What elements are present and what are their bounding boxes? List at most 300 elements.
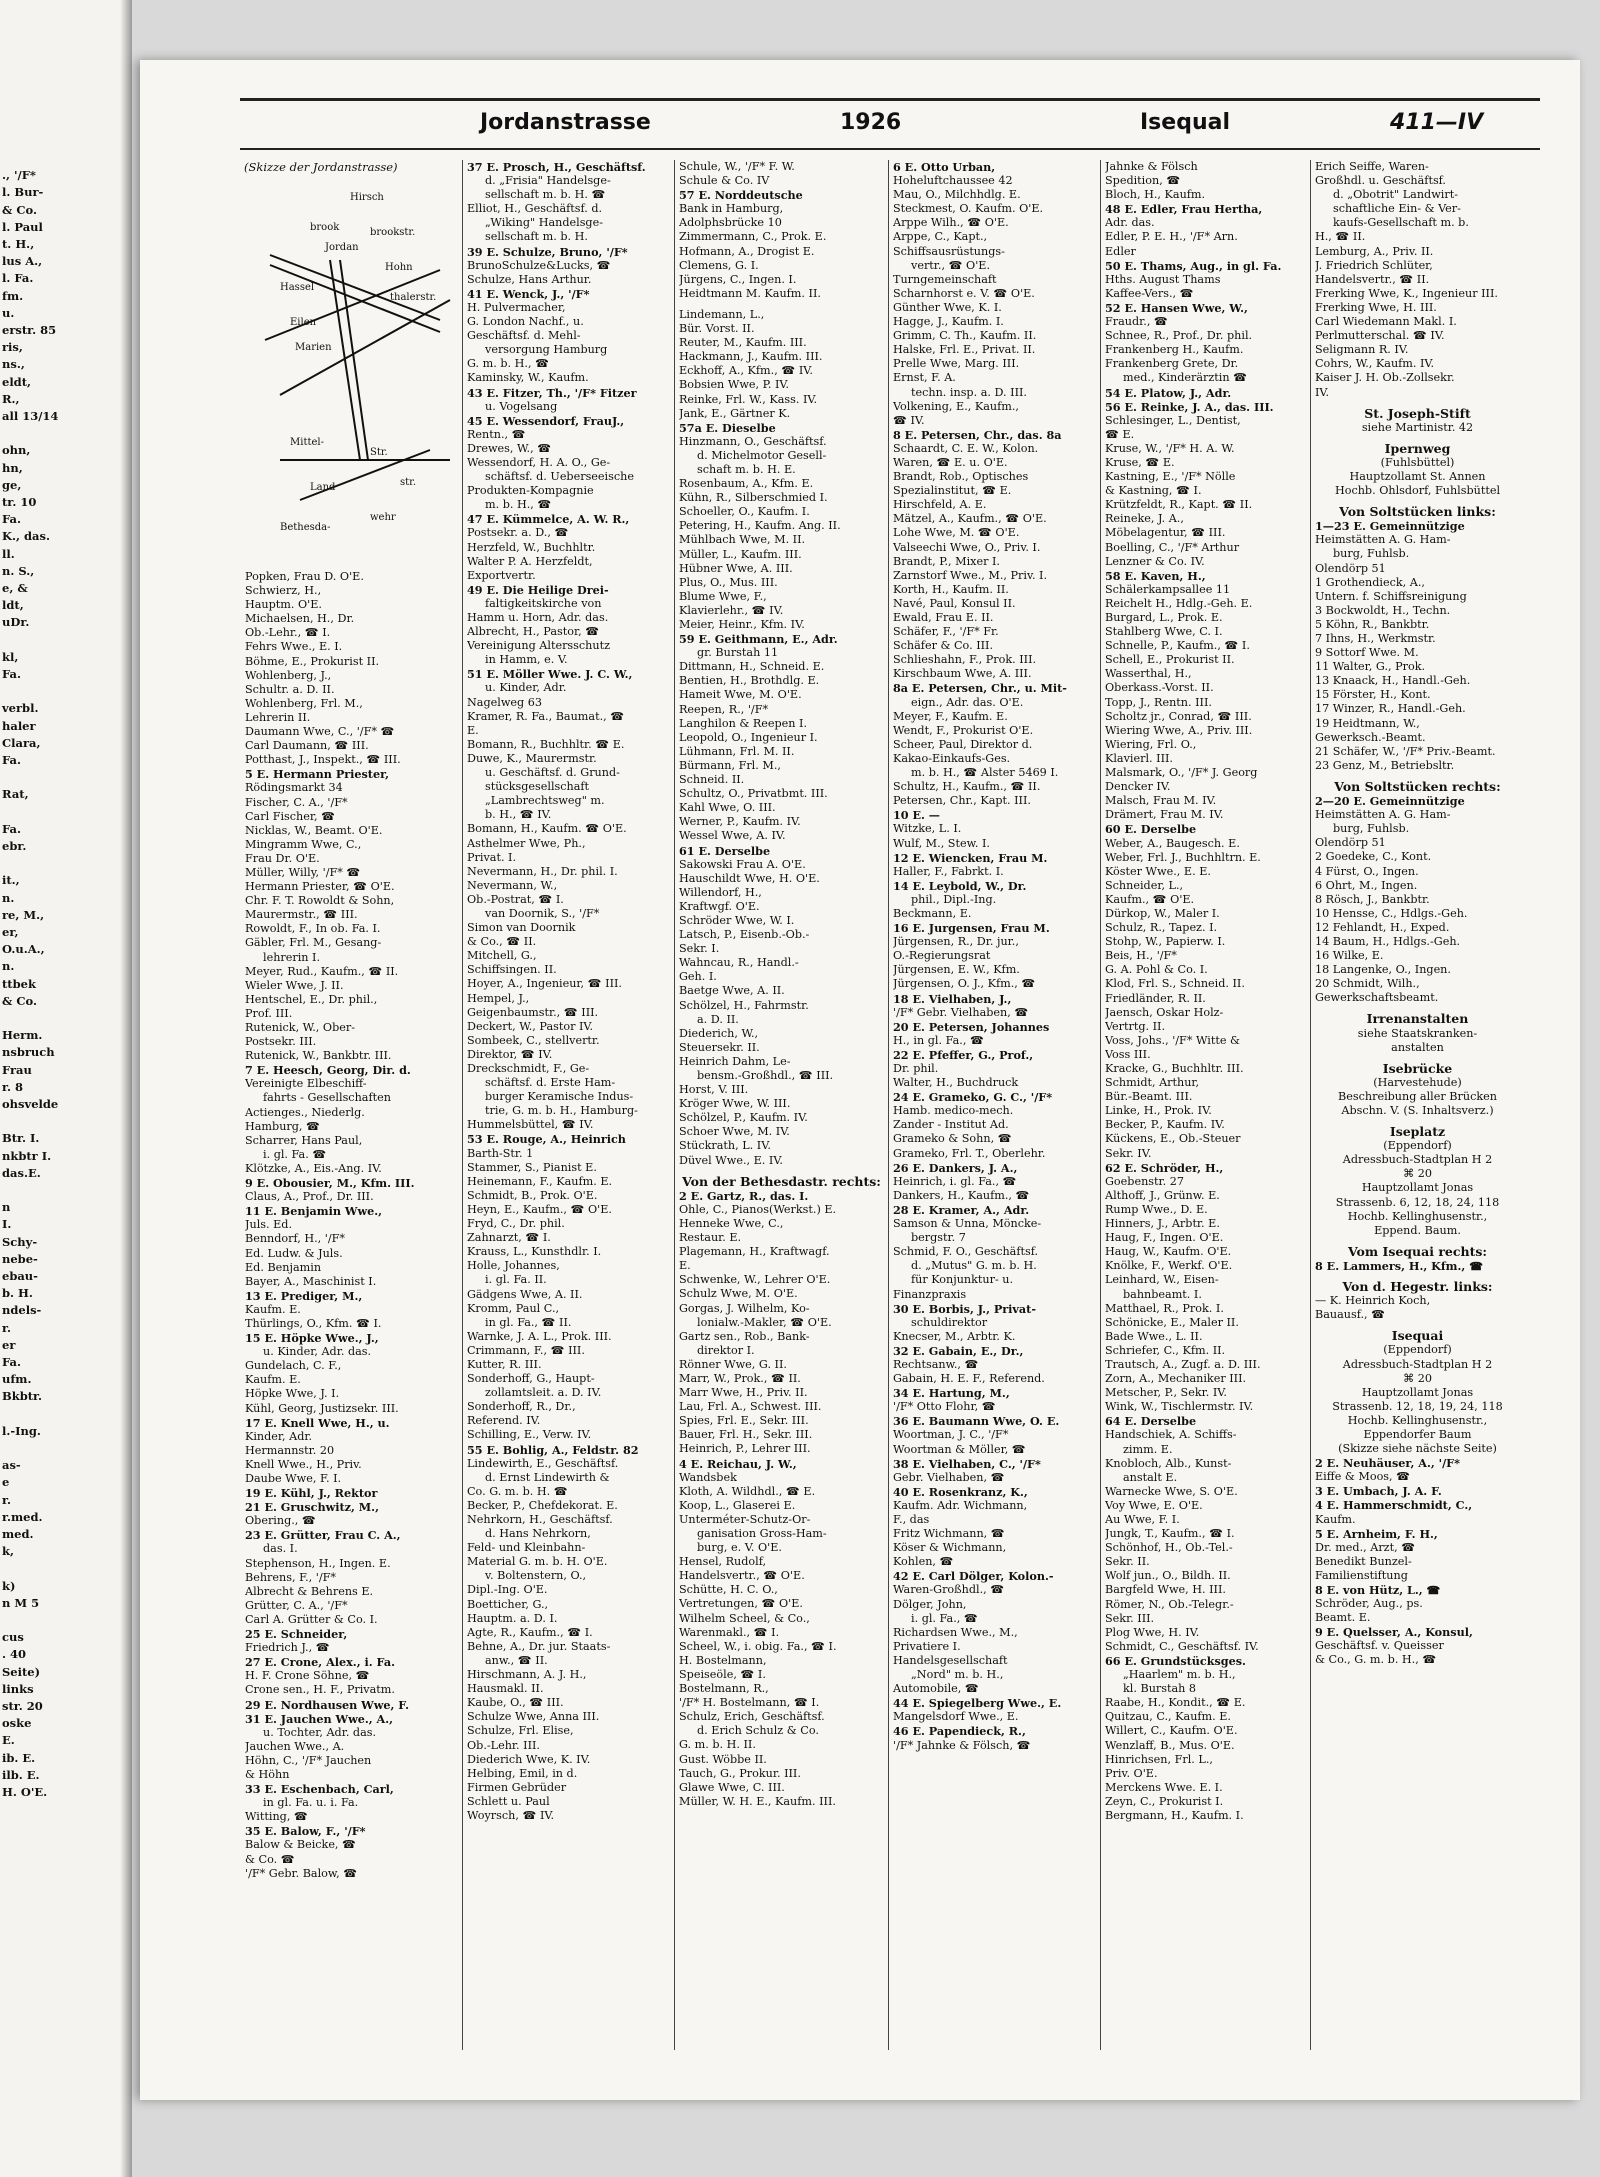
directory-entry-line: Gewerksch.-Beamt. [1315, 730, 1426, 744]
directory-entry-line: Frau Dr. O'E. [245, 851, 320, 865]
directory-entry-line: 40 E. Rosenkranz, K., [893, 1484, 1028, 1499]
directory-entry-line: 17 Winzer, R., Handl.-Geh. [1315, 702, 1466, 716]
map-label: Eilen [290, 317, 317, 328]
directory-entry-line: 47 E. Kümmelce, A. W. R., [467, 512, 630, 527]
directory-entry-line: 18 E. Vielhaben, J., [893, 991, 1012, 1006]
directory-entry-line: Weber, Frl. J., Buchhltrn. E. [1105, 850, 1261, 864]
directory-entry-line: Fraudr., ☎ [1105, 315, 1168, 329]
previous-page-line: u. [2, 305, 15, 320]
directory-entry-line [1315, 435, 1520, 442]
directory-entry-line: O.-Regierungsrat [893, 949, 991, 963]
directory-entry-line: & Kastning, ☎ I. [1105, 484, 1202, 498]
directory-entry-line [1315, 1322, 1520, 1329]
directory-entry-line: anstalten [1391, 1040, 1444, 1054]
directory-entry-line: Wohlenberg, Frl. M., [245, 696, 363, 710]
directory-entry-line: 42 E. Carl Dölger, Kolon.- [893, 1569, 1054, 1584]
directory-entry-line: d. Hans Nehrkorn, [485, 1527, 591, 1541]
directory-entry-line: Ob.-Postrat, ☎ I. [467, 892, 564, 906]
previous-page-line: ohsvelde [2, 1097, 59, 1111]
directory-entry-line: Direktor, ☎ IV. [467, 1047, 553, 1061]
directory-entry-line: Willert, C., Kaufm. O'E. [1105, 1724, 1238, 1738]
directory-entry-line: Frerking Wwe, H. III. [1315, 300, 1437, 314]
directory-entry-line: Großhdl. u. Geschäftsf. [1315, 174, 1446, 188]
previous-page-line: ge, [2, 477, 22, 492]
directory-entry-line: u. Kinder, Adr. das. [263, 1345, 372, 1359]
directory-entry-line: Beamt. E. [1315, 1611, 1371, 1625]
previous-page-line: l. Paul [2, 219, 43, 234]
directory-entry-line: Thürlings, O., Kfm. ☎ I. [245, 1316, 382, 1330]
directory-entry-line: Rowoldt, F., In ob. Fa. I. [245, 922, 381, 936]
directory-entry-line: Zahnarzt, ☎ I. [467, 1231, 551, 1245]
directory-entry-line: Klavierlehr., ☎ IV. [679, 603, 784, 617]
directory-entry-line: techn. insp. a. D. III. [911, 385, 1027, 399]
directory-entry-line: Hirschmann, A. J. H., [467, 1668, 587, 1682]
directory-entry-line: Postsekr. a. D., ☎ [467, 526, 569, 540]
directory-entry-line: Heinrich Dahm, Le- [679, 1054, 791, 1068]
directory-entry-line: Hamm u. Horn, Adr. das. [467, 611, 609, 624]
directory-entry-line: 48 E. Edler, Frau Hertha, [1105, 202, 1263, 217]
directory-entry-line: 1 Grothendieck, A., [1315, 575, 1425, 589]
directory-entry-line: d. „Obotrit" Landwirt- [1333, 188, 1459, 202]
directory-entry-line: Material G. m. b. H. O'E. [467, 1555, 608, 1569]
directory-entry-line: Rönner Wwe, G. II. [679, 1357, 787, 1371]
directory-entry-line: Steckmest, O. Kaufm. O'E. [893, 202, 1044, 216]
directory-entry-line: Wiering, Frl. O., [1105, 737, 1197, 751]
directory-entry-line: ⌘ 20 [1403, 1167, 1432, 1181]
directory-entry-line: d. „Mutus" G. m. b. H. [911, 1259, 1037, 1273]
directory-entry-line: Schlett u. Paul [467, 1794, 550, 1808]
directory-entry-line: Witzke, L. I. [893, 822, 962, 836]
directory-entry-line: BrunoSchulze&Lucks, ☎ [467, 258, 611, 272]
directory-entry-line: Potthast, J., Inspekt., ☎ III. [245, 753, 401, 767]
directory-entry-line: E. [679, 1259, 691, 1273]
directory-entry-line: (Fuhlsbüttel) [1380, 455, 1455, 469]
section-heading: Von Soltstücken links: [1339, 505, 1496, 520]
directory-entry-line: kaufs-Gesellschaft m. b. [1333, 216, 1469, 230]
directory-entry-line: Malsch, Frau M. IV. [1105, 794, 1217, 808]
directory-entry-line: Beschreibung aller Brücken [1338, 1089, 1497, 1103]
directory-entry-line: Drewes, W., ☎ [467, 441, 552, 455]
directory-entry-line: phil., Dipl.-Ing. [911, 892, 997, 906]
directory-entry-line: Elliot, H., Geschäftsf. d. [467, 202, 603, 216]
section-heading: Von der Bethesdastr. rechts: [682, 1174, 881, 1189]
directory-entry-line: Hinners, J., Arbtr. E. [1105, 1217, 1220, 1231]
directory-entry-line: Kückens, E., Ob.-Steuer [1105, 1132, 1241, 1146]
directory-entry-line: Carl A. Grütter & Co. I. [245, 1612, 378, 1626]
directory-entry-line: in gl. Fa., ☎ II. [485, 1315, 572, 1329]
directory-entry-line: Blume Wwe, F., [679, 589, 767, 603]
directory-entry-line: 2—20 E. Gemeinnützige [1315, 794, 1465, 809]
directory-entry-line: 51 E. Möller Wwe. J. C. W., [467, 667, 633, 682]
directory-entry-line: Hensel, Rudolf, [679, 1555, 767, 1569]
directory-entry-line: zimm. E. [1123, 1442, 1173, 1456]
directory-entry-line: Nehrkorn, H., Geschäftsf. [467, 1513, 613, 1526]
directory-entry-line: Rosenbaum, A., Kfm. E. [679, 477, 814, 491]
directory-entry-line: '/F* Jahnke & Fölsch, ☎ [893, 1738, 1031, 1752]
directory-entry-line: van Doornik, S., '/F* [485, 906, 600, 920]
directory-entry-line [1315, 1273, 1520, 1280]
directory-entry-line: Seligmann R. IV. [1315, 343, 1409, 357]
directory-entry-line: Mau, O., Milchhdlg. E. [893, 188, 1021, 202]
directory-entry-line: Stohp, W., Papierw. I. [1105, 935, 1226, 949]
directory-entry-line: Kaufm. Adr. Wichmann, [893, 1498, 1028, 1512]
directory-entry-line: Hübner Wwe, A. III. [679, 561, 793, 575]
directory-entry-line: 44 E. Spiegelberg Wwe., E. [893, 1696, 1062, 1711]
directory-entry-line: (Eppendorf) [1383, 1139, 1452, 1153]
previous-page-line: r.med. [2, 1509, 43, 1524]
section-heading: Von Soltstücken rechts: [1334, 779, 1501, 794]
directory-page [140, 60, 1580, 2100]
directory-entry-line: Wasserthal, H., [1105, 667, 1192, 681]
previous-page-line: t. H., [2, 237, 35, 251]
directory-entry-line: sellschaft m. b. H. ☎ [485, 188, 606, 202]
directory-entry-line: Woortman & Möller, ☎ [893, 1442, 1026, 1456]
previous-page-line: k) [2, 1578, 16, 1593]
directory-entry-line: 8 Rösch, J., Bankbtr. [1315, 892, 1430, 906]
directory-entry-line: Automobile, ☎ [893, 1682, 979, 1696]
directory-entry-line: Knobloch, Alb., Kunst- [1105, 1456, 1232, 1470]
directory-entry-line: Frankenberg H., Kaufm. [1105, 343, 1244, 357]
directory-entry-line: Warnke, J. A. L., Prok. III. [467, 1329, 612, 1343]
directory-entry-line: Familienstiftung [1315, 1568, 1408, 1582]
directory-entry-line: Erich Seiffe, Waren- [1315, 160, 1429, 173]
directory-entry-line: Höpke Wwe, J. I. [245, 1387, 340, 1401]
previous-page-line: Clara, [2, 735, 41, 750]
directory-entry-line: i. gl. Fa., ☎ [911, 1611, 978, 1625]
header-right-street: Isequal [1140, 110, 1230, 135]
directory-entry-line: Scharrer, Hans Paul, [245, 1133, 363, 1147]
directory-entry-line: Wandsbek [679, 1470, 737, 1484]
previous-page-line: nsbruch [2, 1045, 55, 1060]
directory-entry-line: schäftsf. d. Erste Ham- [485, 1076, 616, 1090]
directory-entry-line: Eppendorfer Baum [1363, 1427, 1472, 1441]
directory-entry-line: Diederich Wwe, K. IV. [467, 1752, 591, 1766]
directory-entry-line: 12 E. Wiencken, Frau M. [893, 850, 1048, 865]
directory-entry-line: Jaensch, Oskar Holz- [1105, 1005, 1224, 1019]
directory-entry-line: G. m. b. H. II. [679, 1738, 756, 1752]
map-label: Mittel- [290, 437, 324, 448]
directory-entry-line: Höhn, C., '/F* Jauchen [245, 1753, 372, 1767]
directory-entry-line: Bergmann, H., Kaufm. I. [1105, 1808, 1244, 1822]
directory-entry-line: burg, Fuhlsb. [1333, 822, 1410, 836]
directory-entry-line: Plus, O., Mus. III. [679, 575, 778, 589]
directory-entry-line [1315, 1005, 1520, 1012]
directory-entry-line: H. F. Crone Söhne, ☎ [245, 1669, 370, 1683]
directory-entry-line: Privat. I. [467, 850, 517, 864]
directory-entry-line: Warnecke Wwe, S. O'E. [1105, 1484, 1238, 1498]
directory-entry-line: 43 E. Fitzer, Th., '/F* Fitzer [467, 385, 637, 400]
directory-entry-line: Langhilon & Reepen I. [679, 716, 808, 730]
directory-entry-line: 64 E. Derselbe [1105, 1414, 1197, 1429]
directory-entry-line: Wolf jun., O., Bildh. II. [1105, 1569, 1231, 1583]
previous-page-line: er [2, 1337, 16, 1352]
directory-entry-line: u. Kinder, Adr. [485, 681, 567, 695]
map-label: Land [310, 482, 336, 493]
directory-entry-line: Wessel Wwe, A. IV. [679, 829, 786, 843]
directory-entry-line: Schriefer, C., Kfm. II. [1105, 1343, 1226, 1357]
directory-entry-line: Co. G. m. b. H. ☎ [467, 1484, 568, 1498]
directory-entry-line: Handelsvertr., ☎ O'E. [679, 1569, 805, 1583]
directory-entry-line: Hoyer, A., Ingenieur, ☎ III. [467, 977, 622, 991]
directory-entry-line: Hentschel, E., Dr. phil., [245, 992, 378, 1006]
directory-entry-line: Crone sen., H. F., Privatm. [245, 1683, 395, 1697]
directory-entry-line: Prof. III. [245, 1006, 293, 1020]
directory-entry-line: 61 E. Derselbe [679, 843, 771, 858]
map-label: Hirsch [350, 192, 384, 203]
directory-entry-line: 24 E. Grameko, G. C., '/F* [893, 1090, 1053, 1105]
directory-entry-line: Crimmann, F., ☎ III. [467, 1343, 585, 1357]
directory-entry-line: Grütter, C. A., '/F* [245, 1598, 348, 1612]
directory-entry-line [1315, 1118, 1520, 1125]
directory-entry-line: Cohrs, W., Kaufm. IV. [1315, 357, 1435, 371]
directory-entry-line: ☎ IV. [893, 413, 925, 427]
directory-entry-line: Römer, N., Ob.-Telegr.- [1105, 1597, 1234, 1611]
directory-entry-line: Grameko, Frl. T., Oberlehr. [893, 1146, 1046, 1160]
directory-entry-line: Rutenick, W., Ober- [245, 1021, 355, 1034]
directory-entry-line: 14 Baum, H., Hdlgs.-Geh. [1315, 934, 1461, 948]
directory-entry-line: bergstr. 7 [911, 1231, 966, 1245]
directory-entry-line: Prelle Wwe, Marg. III. [893, 357, 1020, 371]
previous-page-line: E. [2, 1733, 15, 1748]
directory-entry-line: Kaube, O., ☎ III. [467, 1696, 564, 1710]
directory-entry-line: Gorgas, J. Wilhelm, Ko- [679, 1301, 810, 1315]
directory-entry-line: 7 Ihns, H., Werkmstr. [1315, 632, 1436, 645]
directory-entry-line: Jürgensen, O. J., Kfm., ☎ [893, 977, 1036, 991]
directory-entry-line: Abschn. V. (S. Inhaltsverz.) [1341, 1104, 1494, 1117]
map-label: wehr [370, 512, 396, 523]
directory-entry-line: Krützfeldt, R., Kapt. ☎ II. [1105, 498, 1253, 512]
directory-entry-line: Plagemann, H., Kraftwagf. [679, 1245, 830, 1259]
directory-entry-line: b. H., ☎ IV. [485, 808, 552, 822]
map-label: Hohn [385, 262, 413, 273]
previous-page-line: ib. E. [2, 1750, 36, 1765]
directory-entry-line: Boetticher, G., [467, 1597, 549, 1611]
directory-entry-line: 32 E. Gabain, E., Dr., [893, 1343, 1024, 1358]
section-heading: Ipernweg [1384, 441, 1451, 456]
previous-page-line: tr. 10 [2, 495, 37, 509]
directory-entry-line: 4 E. Reichau, J. W., [679, 1456, 797, 1471]
directory-entry-line: Steuersekr. II. [679, 1040, 760, 1054]
directory-entry-line: Kaufm. [1315, 1512, 1356, 1526]
previous-page-line: ebau- [2, 1269, 38, 1283]
directory-entry-line: Hauptm. O'E. [245, 598, 322, 612]
directory-entry-line: Lemburg, A., Priv. II. [1315, 244, 1434, 258]
directory-entry-line: das. I. [263, 1542, 298, 1556]
directory-entry-line: Claus, A., Prof., Dr. III. [245, 1190, 374, 1204]
directory-entry-line: Fryd, C., Dr. phil. [467, 1217, 565, 1231]
previous-page-line: n M 5 [2, 1595, 40, 1610]
directory-entry-line: G. m. b. H., ☎ [467, 357, 550, 371]
directory-entry-line: Schulze, Hans Arthur. [467, 272, 592, 286]
directory-entry-line: 38 E. Vielhaben, C., '/F* [893, 1456, 1041, 1471]
directory-entry-line: Zeyn, C., Prokurist I. [1105, 1794, 1224, 1808]
directory-entry-line: Kahl Wwe, O. III. [679, 801, 776, 815]
directory-entry-line: Waren-Großhdl., ☎ [893, 1583, 1005, 1597]
previous-page-line: all 13/14 [2, 409, 59, 423]
directory-entry-line: Mingramm Wwe, C., [245, 837, 362, 851]
directory-entry-line: Vereinigte Elbeschiff- [245, 1077, 367, 1091]
directory-entry-line: 11 Walter, G., Prok. [1315, 660, 1426, 674]
directory-entry-line: Schmidt, B., Prok. O'E. [467, 1188, 598, 1202]
directory-entry-line: Petering, H., Kaufm. Ang. II. [679, 519, 841, 533]
directory-entry-line: Wulf, M., Stew. I. [893, 836, 990, 850]
directory-entry-line: Strassenb. 6, 12, 18, 24, 118 [1335, 1195, 1500, 1209]
previous-page-line: as- [2, 1458, 21, 1473]
directory-entry-line: Heinemann, F., Kaufm. E. [467, 1174, 613, 1188]
directory-entry-line: Scheer, Paul, Direktor d. [893, 737, 1033, 751]
previous-page-line: r. [2, 1492, 12, 1507]
directory-entry-line: Perlmutterschal. ☎ IV. [1315, 329, 1445, 343]
previous-page-line: ndels- [2, 1303, 42, 1318]
directory-entry-line: Wohlenberg, J., [245, 668, 332, 682]
directory-entry-line: Zimmermann, C., Prok. E. [679, 230, 827, 244]
directory-entry-line: Daumann Wwe, C., '/F* ☎ [245, 725, 395, 739]
directory-entry-line: Heyn, E., Kaufm., ☎ O'E. [467, 1202, 612, 1216]
directory-entry-line: Frerking Wwe, K., Ingenieur III. [1315, 286, 1498, 300]
directory-entry-line: Witting, ☎ [245, 1810, 308, 1824]
directory-entry-line: Schulze Wwe, Anna III. [467, 1710, 600, 1724]
directory-entry-line: siehe Staatskranken- [1357, 1026, 1478, 1040]
map-label: thalerstr. [390, 292, 437, 303]
directory-entry-line: '/F* H. Bostelmann, ☎ I. [679, 1696, 820, 1710]
directory-entry-line: 16 Wilke, E. [1315, 949, 1384, 963]
directory-entry-line: Schälerkampsallee 11 [1105, 582, 1231, 596]
directory-entry-line: Schoer Wwe, M. IV. [679, 1125, 790, 1139]
directory-entry-line: Meyer, Rud., Kaufm., ☎ II. [245, 964, 399, 978]
directory-entry-line: Balow & Beicke, ☎ [245, 1838, 356, 1852]
directory-entry-line: Metscher, P., Sekr. IV. [1105, 1386, 1227, 1400]
directory-entry-line: Nagelweg 63 [467, 695, 542, 709]
directory-entry-line: Kramer, R. Fa., Baumat., ☎ [467, 709, 625, 723]
directory-entry-line: Reineke, J. A., [1105, 512, 1184, 526]
directory-entry-line: Müller, Willy, '/F* ☎ [245, 865, 361, 879]
previous-page-line: r. 8 [2, 1079, 24, 1094]
directory-entry-line: Wieler Wwe, J. II. [245, 978, 344, 992]
previous-page-line: oske [2, 1716, 32, 1731]
directory-entry-line: Wink, W., Tischlermstr. IV. [1105, 1400, 1254, 1414]
directory-entry-line: Voy Wwe, E. O'E. [1105, 1498, 1203, 1512]
directory-entry-line: Knecser, M., Arbtr. K. [893, 1329, 1016, 1343]
previous-page-line: re, M., [2, 907, 45, 922]
directory-entry-line [1315, 498, 1520, 505]
directory-entry-line: stücksgesellschaft [485, 780, 590, 794]
directory-entry-line: Hamb. medico-mech. [893, 1104, 1014, 1118]
directory-entry-line: 13 E. Prediger, M., [245, 1288, 363, 1303]
directory-entry-line: Schnelle, P., Kaufm., ☎ I. [1105, 639, 1250, 653]
directory-entry-line: Schneid. II. [679, 773, 745, 787]
directory-entry-line: Schröder, Aug., ps. [1315, 1597, 1423, 1611]
directory-entry-line: Hauptzollamt Jonas [1361, 1181, 1474, 1195]
previous-page-line: Seite) [2, 1664, 41, 1679]
directory-entry-line: Dreckschmidt, F., Ge- [467, 1062, 590, 1075]
directory-entry-line: i. gl. Fa. ☎ [263, 1147, 327, 1161]
map-caption: (Skizze der Jordanstrasse) [244, 160, 398, 174]
directory-entry-line: Kruse, ☎ E. [1105, 455, 1175, 469]
directory-entry-line: 21 Schäfer, W., '/F* Priv.-Beamt. [1315, 744, 1496, 758]
directory-entry-line: Arppe, C., Kapt., [893, 230, 988, 244]
directory-column-6 [1315, 160, 1520, 1668]
directory-entry-line: Lau, Frl. A., Schwest. III. [679, 1400, 822, 1414]
directory-entry-line: Ob.-Lehr. III. [467, 1738, 540, 1752]
directory-entry-line: IV. [1315, 385, 1330, 399]
directory-entry-line: Untern. f. Schiffsreinigung [1315, 589, 1467, 603]
directory-entry-line: G. A. Pohl & Co. I. [1105, 963, 1208, 977]
previous-page-edge [0, 0, 132, 2177]
directory-entry-line: Grameko & Sohn, ☎ [893, 1132, 1012, 1146]
directory-entry-line: 11 E. Benjamin Wwe., [245, 1204, 383, 1219]
directory-entry-line: „Haarlem" m. b. H., [1123, 1668, 1236, 1682]
directory-entry-line: Baetge Wwe, A. II. [679, 984, 785, 998]
directory-entry-line: 3 Bockwoldt, H., Techn. [1315, 603, 1451, 617]
directory-entry-line: 52 E. Hansen Wwe, W., [1105, 300, 1248, 315]
directory-entry-line: d. „Frisia" Handelsge- [485, 174, 611, 188]
directory-entry-line: Carl Wiedemann Makl. I. [1315, 315, 1457, 329]
directory-entry-line: ☎ E. [1105, 427, 1135, 441]
directory-entry-line: 59 E. Geithmann, E., Adr. [679, 632, 838, 647]
directory-entry-line: Kaufm., ☎ O'E. [1105, 892, 1195, 906]
directory-entry-line: (Harvestehude) [1373, 1075, 1462, 1089]
directory-entry-line: 1—23 E. Gemeinnützige [1315, 519, 1465, 534]
directory-entry-line: Clemens, G. I. [679, 258, 759, 272]
column-divider [462, 160, 463, 2050]
directory-entry-line: burg, Fuhlsb. [1333, 547, 1410, 561]
directory-entry-line: Scharnhorst e. V. ☎ O'E. [893, 286, 1035, 300]
directory-entry-line: Dr. phil. [893, 1062, 939, 1075]
directory-entry-line: kl. Burstah 8 [1123, 1682, 1197, 1696]
directory-entry-line: Schulz, Erich, Geschäftsf. [679, 1710, 825, 1724]
previous-page-line: k, [2, 1544, 14, 1559]
directory-entry-line: Mühlbach Wwe, M. II. [679, 533, 806, 547]
directory-entry-line: 30 E. Borbis, J., Privat- [893, 1301, 1036, 1316]
previous-page-line: med. [2, 1527, 34, 1541]
header-left-street: Jordanstrasse [480, 110, 651, 135]
directory-entry-line: v. Boltenstern, O., [485, 1569, 587, 1583]
previous-page-line: kl, [2, 649, 19, 664]
directory-entry-line: Daube Wwe, F. I. [245, 1472, 342, 1485]
directory-entry-line: Ob.-Lehr., ☎ I. [245, 626, 331, 640]
directory-entry-line: Topp, J., Rentn. III. [1105, 695, 1212, 709]
section-heading: Von d. Hegestr. links: [1342, 1280, 1493, 1295]
directory-entry-line: 36 E. Baumann Wwe, O. E. [893, 1414, 1060, 1429]
directory-entry-line: Olendörp 51 [1315, 561, 1386, 575]
previous-page-line: & Co. [2, 202, 38, 217]
directory-entry-line: versorgung Hamburg [485, 343, 608, 357]
directory-entry-line: Schulze, Frl. Elise, [467, 1724, 574, 1738]
directory-entry-line: ganisation Gross-Ham- [697, 1527, 827, 1540]
directory-entry-line: H. Pulvermacher, [467, 300, 566, 314]
directory-entry-line: Dürkop, W., Maler I. [1105, 906, 1220, 920]
directory-entry-line: 5 Köhn, R., Bankbtr. [1315, 617, 1430, 631]
directory-entry-line: Bloch, H., Kaufm. [1105, 188, 1206, 202]
previous-page-line: Fa. [2, 512, 21, 527]
previous-page-line: erstr. 85 [2, 323, 57, 337]
previous-page-line: K., das. [2, 529, 50, 544]
directory-entry-line: Beis, H., '/F* [1105, 949, 1177, 963]
directory-entry-line: Hackmann, J., Kaufm. III. [679, 350, 823, 364]
directory-entry-line: Koop, L., Glaserei E. [679, 1498, 796, 1512]
directory-entry-line: Hauschildt Wwe, H. O'E. [679, 871, 820, 885]
directory-entry-line: Lindewirth, E., Geschäftsf. [467, 1456, 619, 1470]
previous-page-line: ufm. [2, 1372, 32, 1387]
directory-entry-line: Horst, V. III. [679, 1083, 749, 1097]
directory-entry-line: Klötzke, A., Eis.-Ang. IV. [245, 1161, 382, 1175]
previous-page-line: nebe- [2, 1251, 38, 1266]
directory-entry-line: Wahncau, R., Handl.- [679, 956, 799, 970]
directory-entry-line: Heimstätten A. G. Ham- [1315, 533, 1451, 547]
directory-entry-line: 9 E. Quelsser, A., Konsul, [1315, 1625, 1473, 1640]
directory-entry-line: Glawe Wwe, C. III. [679, 1780, 785, 1794]
directory-entry-line: Schule, W., '/F* F. W. [679, 160, 795, 173]
